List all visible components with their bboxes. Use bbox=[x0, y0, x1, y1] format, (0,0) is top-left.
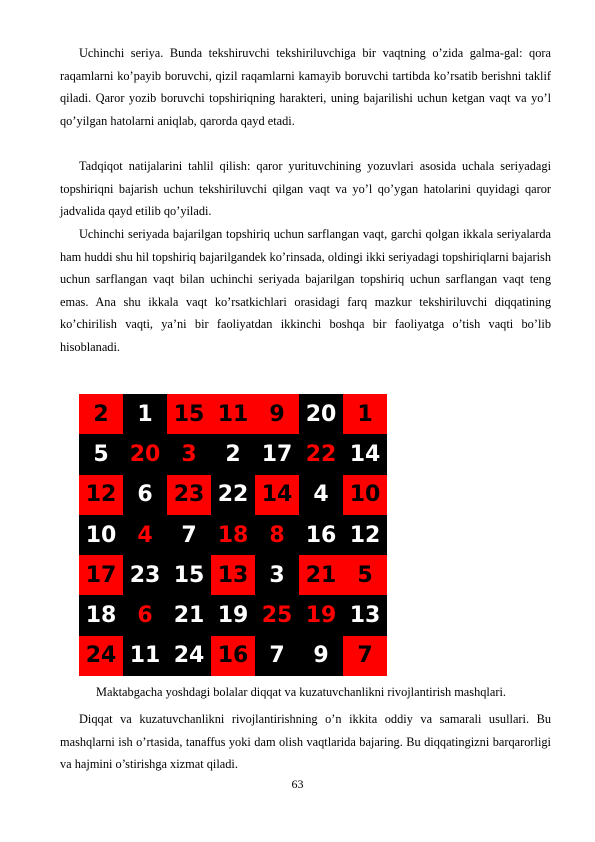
number-grid-figure bbox=[79, 394, 387, 676]
grid-cell: 6 bbox=[123, 595, 167, 635]
grid-cell: 13 bbox=[343, 595, 387, 635]
page-number: 63 bbox=[291, 777, 304, 791]
grid-cell: 5 bbox=[79, 434, 123, 474]
grid-cell: 17 bbox=[255, 434, 299, 474]
grid-cell: 25 bbox=[255, 595, 299, 635]
grid-cell: 13 bbox=[211, 555, 255, 595]
grid-cell: 19 bbox=[299, 595, 343, 635]
grid-cell: 23 bbox=[123, 555, 167, 595]
figure-caption: Maktabgacha yoshdagi bolalar diqqat va kuzatuvchanlikni rivojlantirish mashqlari. bbox=[96, 685, 506, 699]
grid-cell: 9 bbox=[299, 636, 343, 676]
grid-cell: 5 bbox=[343, 555, 387, 595]
grid-cell: 23 bbox=[167, 475, 211, 515]
grid-cell: 15 bbox=[167, 555, 211, 595]
body-paragraph: Diqqat va kuzatuvchanlikni rivojlantirishning o’n ikkita oddiy va samarali usullari. Bu mashqlarni ish o’rtasida, tanaffus yoki dam olish vaqtlarida bajaring. Bu diqqatingizni barqarorligi va hajmini o’stirishga xizmat qiladi. bbox=[60, 712, 551, 771]
grid-cell: 1 bbox=[123, 394, 167, 434]
grid-cell: 3 bbox=[255, 555, 299, 595]
grid-cell: 22 bbox=[299, 434, 343, 474]
grid-cell: 15 bbox=[167, 394, 211, 434]
grid-cell: 17 bbox=[79, 555, 123, 595]
grid-cell: 21 bbox=[299, 555, 343, 595]
grid-cell: 4 bbox=[123, 515, 167, 555]
grid-cell: 20 bbox=[299, 394, 343, 434]
grid-cell: 8 bbox=[255, 515, 299, 555]
grid-cell: 21 bbox=[167, 595, 211, 635]
body-paragraph: Tadqiqot natijalarini tahlil qilish: qaror yurituvchining yozuvlari asosida uchala seriyadagi topshiriqni bajarish uchun tekshiriluvchi qilgan vaqt va yo’l qo’ygan hatolarini quyidagi qaror jadvalida qayd etilib qo’yiladi. bbox=[60, 159, 551, 218]
grid-cell: 14 bbox=[255, 475, 299, 515]
grid-cell: 12 bbox=[79, 475, 123, 515]
grid-cell: 18 bbox=[211, 515, 255, 555]
grid-cell: 4 bbox=[299, 475, 343, 515]
grid-cell: 7 bbox=[343, 636, 387, 676]
grid-cell: 11 bbox=[123, 636, 167, 676]
grid-cell: 10 bbox=[343, 475, 387, 515]
grid-cell: 19 bbox=[211, 595, 255, 635]
grid-cell: 2 bbox=[79, 394, 123, 434]
grid-cell: 14 bbox=[343, 434, 387, 474]
grid-cell: 20 bbox=[123, 434, 167, 474]
grid-cell: 16 bbox=[211, 636, 255, 676]
grid-cell: 10 bbox=[79, 515, 123, 555]
grid-cell: 24 bbox=[167, 636, 211, 676]
grid-cell: 2 bbox=[211, 434, 255, 474]
grid-cell: 9 bbox=[255, 394, 299, 434]
grid-cell: 7 bbox=[167, 515, 211, 555]
grid-cell: 12 bbox=[343, 515, 387, 555]
grid-cell: 6 bbox=[123, 475, 167, 515]
grid-cell: 11 bbox=[211, 394, 255, 434]
grid-cell: 1 bbox=[343, 394, 387, 434]
grid-cell: 24 bbox=[79, 636, 123, 676]
grid-cell: 18 bbox=[79, 595, 123, 635]
grid-cell: 16 bbox=[299, 515, 343, 555]
grid-cell: 7 bbox=[255, 636, 299, 676]
body-paragraph: Uchinchi seriya. Bunda tekshiruvchi tekshiriluvchiga bir vaqtning o’zida galma-gal: qora raqamlarni ko’payib boruvchi, qizil raqamlarni kamayib boruvchi tartibda ko’rsatib berishni taklif qiladi. Qaror yozib boruvchi topshiriqning harakteri, uning bajarilishi uchun ketgan vaqt va yo’l qo’yilgan hatolarni aniqlab, qarorda qayd etadi. bbox=[60, 46, 551, 128]
grid-cell: 3 bbox=[167, 434, 211, 474]
body-paragraph: Uchinchi seriyada bajarilgan topshiriq uchun sarflangan vaqt, garchi qolgan ikkala seriyalarda ham huddi shu hil topshiriq bajarilgandek ko’rinsada, oldingi ikki seriyadagi topshiriqlarni bajarish uchun sarflangan vaqt bilan uchinchi seriyada bajarilgan topshiriq uchun sarflangan vaqt teng emas. Ana shu ikkala vaqt ko’rsatkichlari orasidagi farq mazkur tekshiriluvchi diqqatining ko’chirilish vaqti, ya’ni bir faoliyatdan ikkinchi boshqa bir faoliyatga o’tish vaqti bo’lib hisoblanadi. bbox=[60, 227, 551, 354]
grid-cell: 22 bbox=[211, 475, 255, 515]
